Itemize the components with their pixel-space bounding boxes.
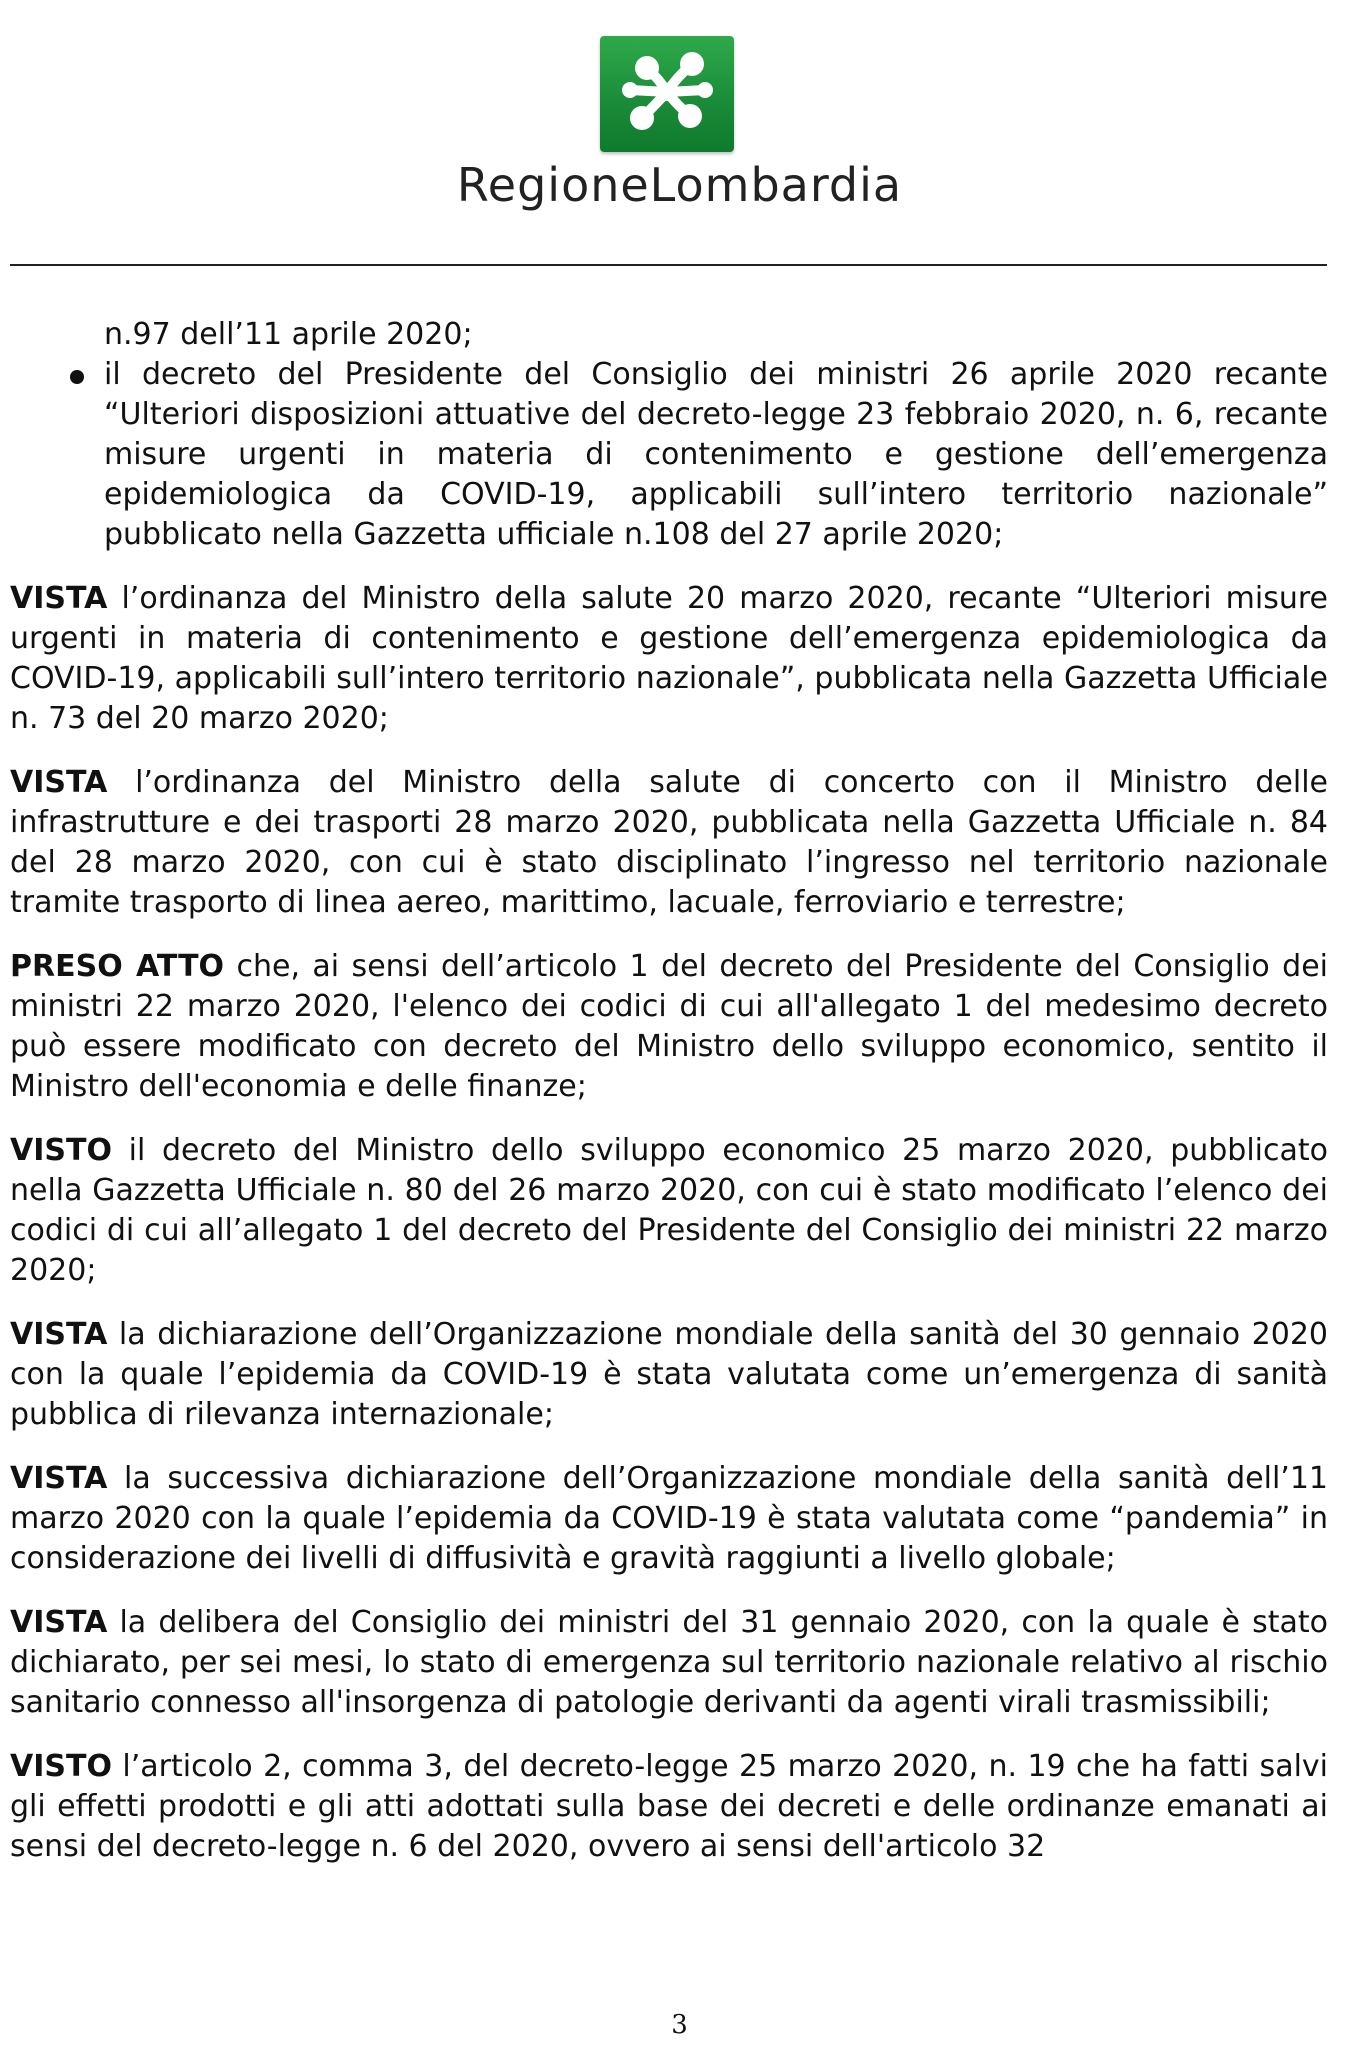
paragraph (10, 947, 1328, 1107)
paragraph (10, 579, 1328, 739)
document-body (10, 315, 1328, 1867)
paragraph-text: che, ai sensi dell’articolo 1 del decreto del Presidente del Consiglio dei ministri 22 marzo 2020, l'elenco dei codici di cui all'allegato 1 del medesimo decreto può essere modificato con decreto del Ministro dello sviluppo economico, sentito il Ministro dell'economia e delle finanze; (10, 949, 1328, 1104)
paragraph (10, 1747, 1328, 1867)
paragraph-keyword: VISTO (10, 1749, 112, 1784)
paragraph-keyword: VISTA (10, 765, 108, 800)
paragraph (10, 1603, 1328, 1723)
list-item (10, 355, 1328, 555)
paragraph-text: l’ordinanza del Ministro della salute di concerto con il Ministro delle infrastrutture e dei trasporti 28 marzo 2020, pubblicata nella Gazzetta Ufficiale n. 84 del 28 marzo 2020, con cui è stato disciplinato l’ingresso nel territorio nazionale tramite trasporto di linea aereo, marittimo, lacuale, ferroviario e terrestre; (10, 765, 1328, 920)
page-number: 3 (671, 2010, 688, 2040)
paragraph-text: l’articolo 2, comma 3, del decreto-legge 25 marzo 2020, n. 19 che ha fatti salvi gli effetti prodotti e gli atti adottati sulla base dei decreti e delle ordinanze emanati ai sensi del decreto-legge n. 6 del 2020, ovvero ai sensi dell'articolo 32 (10, 1749, 1328, 1864)
header-divider (10, 264, 1327, 266)
paragraph (10, 1131, 1328, 1291)
paragraph-keyword: VISTA (10, 1605, 108, 1640)
rosa-camuna-icon (600, 36, 734, 152)
document-header (0, 0, 1359, 270)
intro-continuation: n.97 dell’11 aprile 2020; (104, 317, 473, 352)
paragraph-text: la dichiarazione dell’Organizzazione mondiale della sanità del 30 gennaio 2020 con la quale l’epidemia da COVID-19 è stata valutata come un’emergenza di sanità pubblica di rilevanza internazionale; (10, 1317, 1328, 1432)
paragraph (10, 763, 1328, 923)
paragraph-text: la successiva dichiarazione dell’Organizzazione mondiale della sanità dell’11 marzo 2020 con la quale l’epidemia da COVID-19 è stata valutata come “pandemia” in considerazione dei livelli di diffusività e gravità raggiunti a livello globale; (10, 1461, 1328, 1576)
bullet-icon (70, 370, 84, 384)
paragraph-keyword: PRESO ATTO (10, 949, 225, 984)
brand-name: RegioneLombardia (456, 158, 903, 212)
paragraph (10, 1315, 1328, 1435)
paragraph-keyword: VISTA (10, 581, 108, 616)
paragraph-keyword: VISTA (10, 1461, 108, 1496)
paragraph-text: la delibera del Consiglio dei ministri del 31 gennaio 2020, con la quale è stato dichiarato, per sei mesi, lo stato di emergenza sul territorio nazionale relativo al rischio sanitario connesso all'insorgenza di patologie derivanti da agenti virali trasmissibili; (10, 1605, 1328, 1720)
list-item-text: il decreto del Presidente del Consiglio dei ministri 26 aprile 2020 recante “Ulteriori disposizioni attuative del decreto-legge 23 febbraio 2020, n. 6, recante misure urgenti in materia di contenimento e gestione dell’emergenza epidemiologica da COVID-19, applicabili sull’intero territorio nazionale” pubblicato nella Gazzetta ufficiale n.108 del 27 aprile 2020; (104, 357, 1328, 552)
paragraph (10, 1459, 1328, 1579)
paragraph-text: il decreto del Ministro dello sviluppo economico 25 marzo 2020, pubblicato nella Gazzetta Ufficiale n. 80 del 26 marzo 2020, con cui è stato modificato l’elenco dei codici di cui all’allegato 1 del decreto del Presidente del Consiglio dei ministri 22 marzo 2020; (10, 1133, 1328, 1288)
paragraph-keyword: VISTA (10, 1317, 108, 1352)
regione-lombardia-logo (600, 36, 734, 152)
paragraph-keyword: VISTO (10, 1133, 112, 1168)
paragraph-text: l’ordinanza del Ministro della salute 20 marzo 2020, recante “Ulteriori misure urgenti in materia di contenimento e gestione dell’emergenza epidemiologica da COVID-19, applicabili sull’intero territorio nazionale”, pubblicata nella Gazzetta Ufficiale n. 73 del 20 marzo 2020; (10, 581, 1328, 736)
